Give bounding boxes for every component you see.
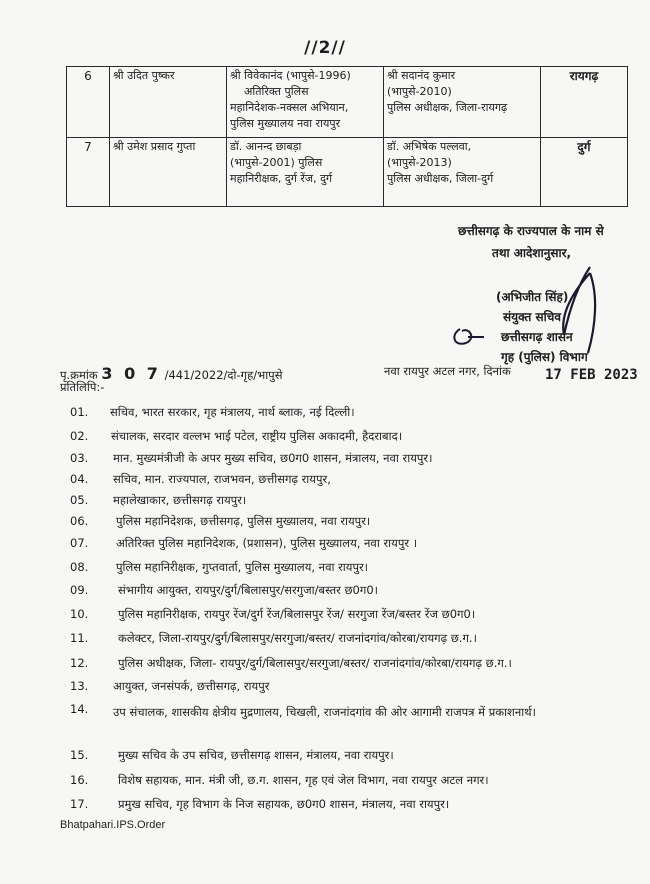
item-text: मुख्य सचिव के उप सचिव, छत्तीसगढ़ शासन, मंत्रालय, नवा रायपुर। bbox=[118, 748, 394, 762]
cell-line: डॉ. आनन्द छाबड़ा bbox=[230, 140, 302, 153]
item-number: 10. bbox=[70, 607, 89, 621]
posting-table bbox=[66, 66, 628, 207]
item-number: 12. bbox=[70, 656, 89, 670]
table-row bbox=[67, 67, 628, 138]
item-text: विशेष सहायक, मान. मंत्री जी, छ.ग. शासन, गृह एवं जेल विभाग, नवा रायपुर अटल नगर। bbox=[118, 773, 489, 787]
cell-line: महानिरीक्षक, दुर्ग रेंज, दुर्ग bbox=[230, 172, 333, 185]
item-text: पुलिस महानिरीक्षक, रायपुर रेंज/दुर्ग रेंज/बिलासपुर रेंज/ सरगुजा रेंज/बस्तर रेंज छ0ग0। bbox=[118, 607, 476, 621]
item-number: 03. bbox=[70, 451, 89, 465]
row-number: 7 bbox=[67, 138, 110, 207]
cell-line: (भापुसे-2010) bbox=[387, 85, 452, 98]
signatory-designation: संयुक्त सचिव bbox=[503, 310, 562, 324]
signatory-department: गृह (पुलिस) विभाग bbox=[501, 350, 588, 364]
signatory-government: छत्तीसगढ़ शासन bbox=[501, 330, 573, 344]
officer-name: श्री उमेश प्रसाद गुप्ता bbox=[110, 138, 227, 207]
item-number: 08. bbox=[70, 560, 89, 574]
item-number: 14. bbox=[70, 702, 89, 716]
reference-suffix: /441/2022/दो-गृह/भापुसे bbox=[164, 368, 283, 382]
table-row bbox=[67, 138, 628, 207]
reference-prefix: पृ.क्रमांक bbox=[60, 368, 98, 382]
district: रायगढ़ bbox=[541, 67, 628, 138]
cell-line: पुलिस अधीक्षक, जिला-रायगढ़ bbox=[387, 101, 508, 114]
signatory-name: (अभिजीत सिंह) bbox=[496, 290, 569, 304]
district: दुर्ग bbox=[541, 138, 628, 207]
cell-line: डॉ. अभिषेक पल्लवा, bbox=[387, 140, 472, 153]
order-authority-line: छत्तीसगढ़ के राज्यपाल के नाम से bbox=[458, 224, 604, 238]
item-number: 05. bbox=[70, 493, 89, 507]
item-text: आयुक्त, जनसंपर्क, छत्तीसगढ़, रायपुर bbox=[113, 679, 270, 693]
item-text: संचालक, सरदार वल्लभ भाई पटेल, राष्ट्रीय पुलिस अकादमी, हैदराबाद। bbox=[111, 429, 403, 443]
replacement-officer bbox=[384, 138, 541, 207]
cell-line: पुलिस अधीक्षक, जिला-दुर्ग bbox=[387, 172, 494, 185]
reference-serial: 3 0 7 bbox=[101, 364, 161, 383]
item-number: 17. bbox=[70, 797, 89, 811]
item-number: 13. bbox=[70, 679, 89, 693]
reference-location: नवा रायपुर अटल नगर, दिनांक bbox=[384, 364, 511, 378]
watermark-footer: Bhatpahari.IPS.Order bbox=[60, 819, 166, 831]
item-number: 15. bbox=[70, 748, 89, 762]
cell-line: महानिदेशक-नक्सल अभियान, bbox=[230, 101, 349, 114]
row-number: 6 bbox=[67, 67, 110, 138]
item-text: प्रमुख सचिव, गृह विभाग के निज सहायक, छ0ग0 शासन, मंत्रालय, नवा रायपुर। bbox=[118, 797, 450, 811]
cell-line: (भापुसे-2013) bbox=[387, 156, 452, 169]
previous-officer bbox=[227, 67, 384, 138]
cell-line: श्री सदानंद कुमार bbox=[387, 69, 456, 82]
item-number: 16. bbox=[70, 773, 89, 787]
reference-date-stamp: 17 FEB 2023 bbox=[545, 367, 638, 383]
item-number: 07. bbox=[70, 536, 89, 550]
item-number: 06. bbox=[70, 514, 89, 528]
item-number: 11. bbox=[70, 631, 89, 645]
item-text: सचिव, भारत सरकार, गृह मंत्रालय, नार्थ ब्लाक, नई दिल्ली। bbox=[110, 405, 355, 419]
item-text: अतिरिक्त पुलिस महानिदेशक, (प्रशासन), पुलिस मुख्यालय, नवा रायपुर । bbox=[116, 536, 418, 550]
item-number: 04. bbox=[70, 472, 89, 486]
cell-line: अतिरिक्त पुलिस bbox=[244, 85, 309, 98]
replacement-officer bbox=[384, 67, 541, 138]
item-number: 02. bbox=[70, 429, 89, 443]
item-text: पुलिस अधीक्षक, जिला- रायपुर/दुर्ग/बिलासपुर/सरगुजा/बस्तर/ राजनांदगांव/कोरबा/रायगढ़ छ.ग.। bbox=[118, 656, 512, 670]
item-text: संभागीय आयुक्त, रायपुर/दुर्ग/बिलासपुर/सरगुजा/बस्तर छ0ग0। bbox=[118, 583, 379, 597]
copy-heading: प्रतिलिपि:- bbox=[60, 380, 105, 394]
item-text: पुलिस महानिदेशक, छत्तीसगढ़, पुलिस मुख्यालय, नवा रायपुर। bbox=[116, 514, 371, 528]
item-number: 09. bbox=[70, 583, 89, 597]
cell-line: पुलिस मुख्यालय नवा रायपुर bbox=[230, 117, 341, 130]
previous-officer bbox=[227, 138, 384, 207]
item-text: उप संचालक, शासकीय क्षेत्रीय मुद्रणालय, चिखली, राजनांदगांव की ओर आगामी राजपत्र में प्रकाशनार्थ। bbox=[113, 705, 536, 719]
item-text: महालेखाकार, छत्तीसगढ़ रायपुर। bbox=[113, 493, 247, 507]
cell-line: श्री विवेकानंद (भापुसे-1996) bbox=[230, 69, 351, 82]
item-text: सचिव, मान. राज्यपाल, राजभवन, छत्तीसगढ़ रायपुर, bbox=[113, 472, 331, 486]
item-number: 01. bbox=[70, 405, 89, 419]
officer-name: श्री उदित पुष्कर bbox=[110, 67, 227, 138]
order-authority-line-2: तथा आदेशानुसार, bbox=[492, 246, 572, 260]
item-text: मान. मुख्यमंत्रीजी के अपर मुख्य सचिव, छ0ग0 शासन, मंत्रालय, नवा रायपुर। bbox=[113, 451, 433, 465]
page-number: //2// bbox=[304, 38, 346, 58]
cell-line: (भापुसे-2001) पुलिस bbox=[230, 156, 323, 169]
item-text: कलेक्टर, जिला-रायपुर/दुर्ग/बिलासपुर/सरगुजा/बस्तर/ राजनांदगांव/कोरबा/रायगढ़ छ.ग.। bbox=[118, 631, 477, 645]
item-text: पुलिस महानिरीक्षक, गुप्तवार्ता, पुलिस मुख्यालय, नवा रायपुर। bbox=[116, 560, 369, 574]
